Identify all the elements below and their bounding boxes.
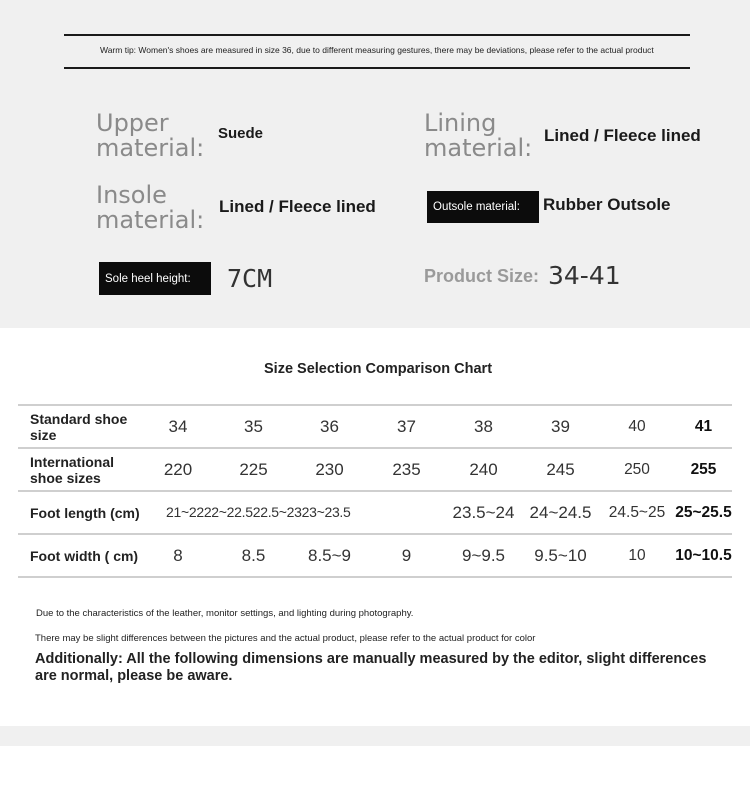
insole-material-label: Insole material: (96, 181, 205, 234)
table-row (18, 405, 732, 448)
table-cell: 10 (599, 534, 675, 577)
product-size-value: 34-41 (548, 261, 621, 290)
table-cell: 24.5~25 (599, 491, 675, 534)
table-cell: 34 (140, 405, 216, 448)
table-cell: 36 (291, 405, 368, 448)
outsole-material-label: Outsole material: (427, 191, 539, 223)
table-cell: 23.5~24 (445, 491, 522, 534)
size-comparison-table (18, 404, 732, 578)
table-cell: 35 (216, 405, 291, 448)
divider (64, 34, 690, 36)
table-cell: 225 (216, 448, 291, 491)
heel-height-label: Sole heel height: (99, 262, 211, 295)
table-cell: 40 (599, 405, 675, 448)
table-cell: 41 (675, 405, 732, 448)
insole-material-value: Lined / Fleece lined (219, 197, 376, 216)
lining-material-label: Lining material: (424, 109, 533, 162)
table-cell: 230 (291, 448, 368, 491)
photography-note: Due to the characteristics of the leather, monitor settings, and lighting during photography. (36, 608, 414, 619)
measurement-note: Additionally: All the following dimensions are manually measured by the editor, slight differences are normal, please be aware. (35, 651, 707, 684)
product-attributes-panel (0, 0, 750, 328)
table-cell: 37 (368, 405, 445, 448)
row-header-foot-width: Foot width ( cm) (18, 534, 140, 577)
table-cell: 250 (599, 448, 675, 491)
table-cell-merged: 21~2222~22.522.5~2323~23.5 (216, 491, 445, 534)
upper-material-value: Suede (218, 125, 264, 142)
color-note: There may be slight differences between the pictures and the actual product, please refer to the actual product for color (35, 633, 536, 644)
table-cell: 8.5 (216, 534, 291, 577)
table-cell: 24~24.5 (522, 491, 599, 534)
table-cell: 8.5~9 (291, 534, 368, 577)
table-cell: 245 (522, 448, 599, 491)
product-size-label: Product Size: (424, 266, 540, 286)
heel-height-value: 7CM (227, 264, 273, 293)
table-row (18, 448, 732, 491)
row-header-international-size: International shoe sizes (18, 448, 140, 491)
upper-material-label: Upper material: (96, 109, 205, 162)
row-header-foot-length: Foot length (cm) (18, 491, 216, 534)
row-header-standard-size: Standard shoe size (18, 405, 140, 448)
lining-material-value: Lined / Fleece lined (544, 126, 701, 145)
table-cell: 8 (140, 534, 216, 577)
table-cell: 9~9.5 (445, 534, 522, 577)
table-cell: 9 (368, 534, 445, 577)
table-cell: 10~10.5 (675, 534, 732, 577)
warm-tip: Warm tip: Women's shoes are measured in size 36, due to different measuring gestures, there may be deviations, please refer to the actual product (100, 45, 654, 55)
size-chart-title: Size Selection Comparison Chart (264, 361, 493, 377)
outsole-material-value: Rubber Outsole (543, 195, 671, 214)
table-cell: 25~25.5 (675, 491, 732, 534)
table-cell: 220 (140, 448, 216, 491)
table-cell: 235 (368, 448, 445, 491)
table-cell: 38 (445, 405, 522, 448)
divider (64, 67, 690, 69)
table-cell: 255 (675, 448, 732, 491)
table-cell: 240 (445, 448, 522, 491)
table-row (18, 534, 732, 577)
table-cell: 9.5~10 (522, 534, 599, 577)
table-cell: 39 (522, 405, 599, 448)
table-row (18, 491, 732, 534)
footer-strip (0, 726, 750, 746)
